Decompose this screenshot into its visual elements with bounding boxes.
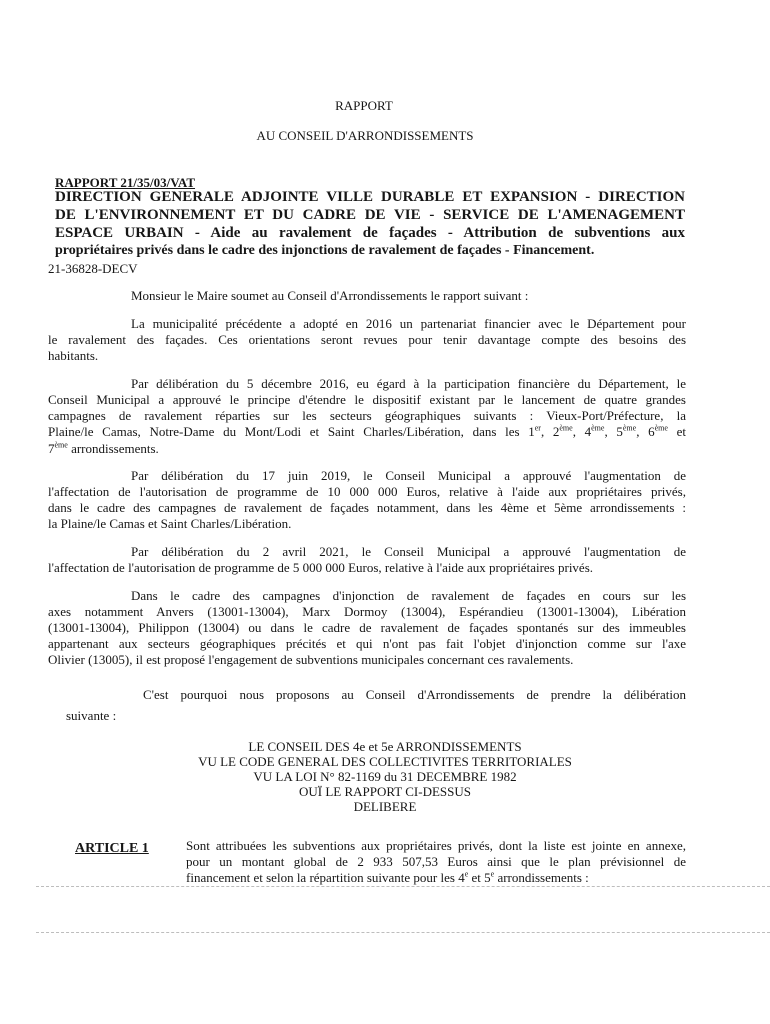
para2-line-5: 7ème arrondissements.	[48, 440, 159, 456]
para1-line-1: La municipalité précédente a adopté en 2016 un partenariat financier avec le Département pour	[131, 316, 686, 331]
report-title: RAPPORT	[335, 98, 393, 113]
report-reference: RAPPORT 21/35/03/VAT	[55, 175, 196, 190]
council-line-5: DELIBERE	[353, 799, 417, 814]
council-line-2: VU LE CODE GENERAL DES COLLECTIVITES TERRITORIALES	[198, 754, 572, 769]
heading-line-1: DIRECTION GENERALE ADJOINTE VILLE DURABLE ET EXPANSION - DIRECTION	[55, 189, 685, 205]
para5-line-3: (13001-13004), Philippon (13004) ou dans le cadre de ravalement de façades spontanés sur des immeubles	[48, 620, 686, 635]
para3-line-4: la Plaine/le Camas et Saint Charles/Libération.	[48, 516, 292, 531]
report-subtitle: AU CONSEIL D'ARRONDISSEMENTS	[256, 128, 474, 143]
para5-line-2: axes notamment Anvers (13001-13004), Marx Dormoy (13004), Espérandieu (13001-13004), Libération	[48, 604, 686, 619]
para2-line-1: Par délibération du 5 décembre 2016, eu égard à la participation financière du Département, le	[131, 376, 686, 391]
para3-line-2: l'affectation de l'autorisation de programme de 10 000 000 Euros, relative à l'aide aux propriétaires privés,	[48, 484, 686, 499]
para6-line-2: suivante :	[66, 708, 117, 723]
scan-rule-upper	[36, 886, 770, 887]
scan-rule-lower	[36, 932, 770, 933]
para2-line-4: Plaine/le Camas, Notre-Dame du Mont/Lodi et Saint Charles/Libération, dans les 1er, 2ème, 4ème, 5ème, 6ème et	[48, 423, 686, 439]
intro-text: Monsieur le Maire soumet au Conseil d'Arrondissements le rapport suivant :	[131, 288, 529, 303]
heading-line-4: propriétaires privés dans le cadre des injonctions de ravalement de façades - Financement.	[55, 243, 595, 258]
para5-line-5: Olivier (13005), il est proposé l'engagement de subventions municipales concernant ces ravalements.	[48, 652, 574, 667]
council-line-1: LE CONSEIL DES 4e et 5e ARRONDISSEMENTS	[248, 739, 522, 754]
para1-line-3: habitants.	[48, 348, 99, 363]
council-line-3: VU LA LOI N° 82-1169 du 31 DECEMBRE 1982	[253, 769, 517, 784]
para3-line-1: Par délibération du 17 juin 2019, le Conseil Municipal a approuvé l'augmentation de	[131, 468, 686, 483]
para6-line-1: C'est pourquoi nous proposons au Conseil d'Arrondissements de prendre la délibération	[143, 687, 686, 702]
para1-line-2: le ravalement des façades. Ces orientations seront revues pour tenir davantage compte des besoins des	[48, 332, 686, 347]
para2-line-3: campagnes de ravalement réparties sur les secteurs géographiques suivants : Vieux-Port/Préfecture, la	[48, 408, 686, 423]
heading-line-2: DE L'ENVIRONNEMENT ET DU CADRE DE VIE - SERVICE DE L'AMENAGEMENT	[55, 207, 685, 223]
decision-code: 21-36828-DECV	[48, 261, 138, 276]
council-line-4: OUÏ LE RAPPORT CI-DESSUS	[299, 784, 471, 799]
para3-line-3: dans le cadre des campagnes de ravalement de façades notamment, dans les 4ème et 5ème arrondissements :	[48, 500, 686, 515]
para4-line-1: Par délibération du 2 avril 2021, le Conseil Municipal a approuvé l'augmentation de	[131, 544, 686, 559]
para5-line-1: Dans le cadre des campagnes d'injonction de ravalement de façades en cours sur les	[131, 588, 686, 603]
article-1-label: ARTICLE 1	[75, 841, 149, 856]
heading-line-3: ESPACE URBAIN - Aide au ravalement de façades - Attribution de subventions aux	[55, 225, 685, 241]
article-1-line-2: pour un montant global de 2 933 507,53 Euros ainsi que le plan prévisionnel de	[186, 854, 686, 869]
para5-line-4: appartenant aux secteurs géographiques précités et qui n'ont pas fait l'objet d'injonction comme sur l'axe	[48, 636, 686, 651]
article-1-line-3: financement et selon la répartition suivante pour les 4e et 5e arrondissements :	[186, 869, 589, 885]
para4-line-2: l'affectation de l'autorisation de programme de 5 000 000 Euros, relative à l'aide aux propriétaires privés.	[48, 560, 594, 575]
article-1-line-1: Sont attribuées les subventions aux propriétaires privés, dont la liste est jointe en annexe,	[186, 838, 686, 853]
para2-line-2: Conseil Municipal a approuvé le principe d'étendre le dispositif existant par le lancement de quatre grandes	[48, 392, 686, 407]
